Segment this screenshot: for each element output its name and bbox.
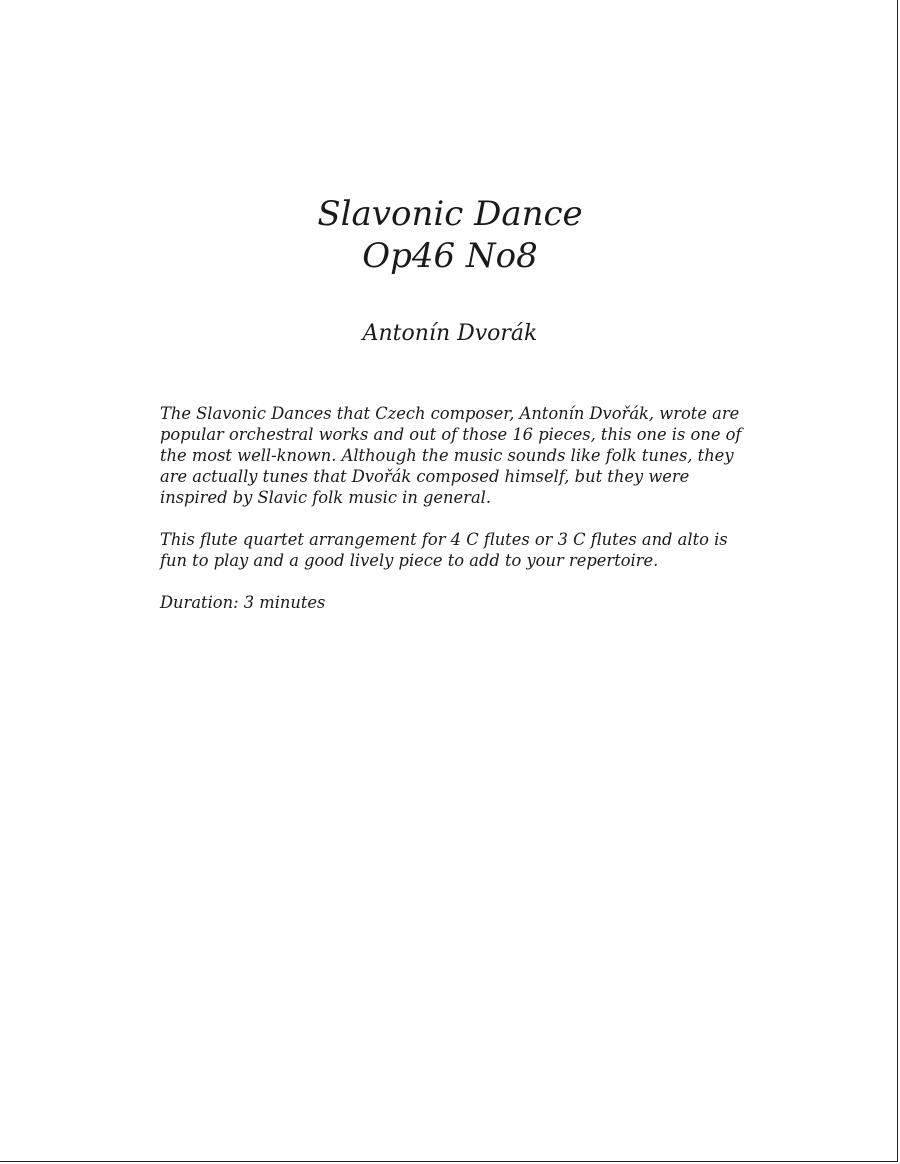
composer-name: Antonín Dvorák <box>362 321 538 346</box>
description-paragraph: The Slavonic Dances that Czech composer, Antonín Dvořák, wrote are popular orchestral works and out of those 16 pieces, this one is one of the most well-known. Although the music sounds like folk tunes, they are actually tunes that Dvořák composed himself, but they were inspired by Slavic folk music in general. <box>160 404 742 507</box>
duration-text: Duration: 3 minutes <box>160 593 326 612</box>
title-block <box>0 193 900 277</box>
title-line-1: Slavonic Dance <box>317 194 583 234</box>
arrangement-paragraph: This flute quartet arrangement for 4 C flutes or 3 C flutes and alto is fun to play and a good lively piece to add to your repertoire. <box>160 530 728 570</box>
title-line-2: Op46 No8 <box>362 236 538 276</box>
